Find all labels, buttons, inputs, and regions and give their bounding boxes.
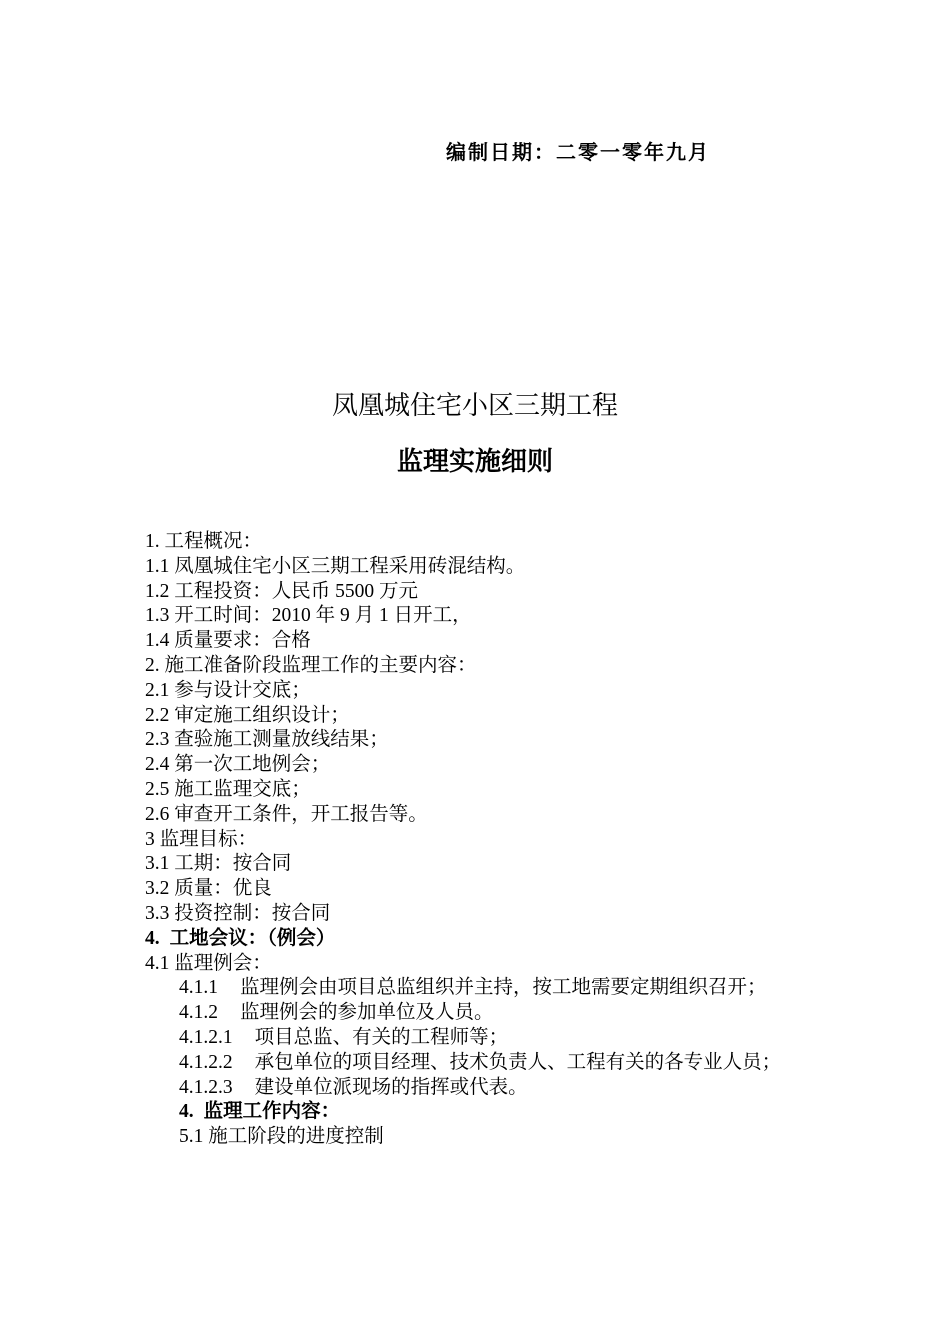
item-number: 4.1.2 — [179, 1002, 218, 1024]
list-item: 2.1 参与设计交底； — [145, 679, 311, 701]
item-number: 4.1.2.1 — [179, 1026, 233, 1048]
list-item — [145, 1076, 810, 1101]
item-number: 4.1.1 — [179, 977, 218, 999]
compile-date: 编制日期：二零一零年九月 — [446, 140, 710, 164]
list-item: 2.2 审定施工组织设计； — [145, 704, 350, 726]
section-heading — [145, 1100, 810, 1125]
list-item — [145, 976, 810, 1001]
list-item: 5.1 施工阶段的进度控制 — [179, 1126, 384, 1148]
section-heading: 2. 施工准备阶段监理工作的主要内容： — [145, 654, 477, 676]
project-title: 凤凰城住宅小区三期工程 — [331, 391, 618, 421]
list-item: 3.1 工期：按合同 — [145, 853, 292, 875]
document-body — [145, 530, 810, 1150]
title-block — [0, 388, 950, 480]
list-item: 2.6 审查开工条件，开工报告等。 — [145, 803, 428, 825]
item-text: 监理例会的参加单位及人员。 — [240, 1002, 494, 1024]
section-number: 4. — [179, 1101, 194, 1123]
list-item: 3.2 质量：优良 — [145, 878, 272, 900]
item-text: 建设单位派现场的指挥或代表。 — [254, 1076, 528, 1098]
item-text: 承包单位的项目经理、技术负责人、工程有关的各专业人员； — [254, 1051, 782, 1073]
section-heading: 3 监理目标： — [145, 828, 258, 850]
list-item: 2.3 查验施工测量放线结果； — [145, 729, 389, 751]
list-item: 2.4 第一次工地例会； — [145, 754, 331, 776]
list-item: 1.4 质量要求：合格 — [145, 630, 311, 652]
list-item — [145, 1001, 810, 1026]
item-text: 监理例会由项目总监组织并主持，按工地需要定期组织召开； — [240, 977, 767, 999]
list-item: 3.3 投资控制：按合同 — [145, 902, 331, 924]
list-item: 2.5 施工监理交底； — [145, 778, 311, 800]
item-number: 4.1.2.2 — [179, 1051, 233, 1073]
list-item: 1.3 开工时间：2010 年 9 月 1 日开工， — [145, 605, 472, 627]
document-title: 监理实施细则 — [396, 447, 553, 477]
section-heading-text: 工地会议：（例会） — [169, 927, 336, 949]
list-item — [145, 1051, 810, 1076]
section-heading — [145, 927, 810, 952]
section-number: 4. — [145, 927, 160, 949]
list-item: 1.2 工程投资：人民币 5500 万元 — [145, 580, 419, 602]
list-item: 4.1 监理例会： — [145, 952, 272, 974]
list-item — [145, 1026, 810, 1051]
item-number: 4.1.2.3 — [179, 1076, 233, 1098]
list-item: 1.1 凤凰城住宅小区三期工程采用砖混结构。 — [145, 555, 526, 577]
section-heading-text: 监理工作内容： — [203, 1101, 341, 1123]
item-text: 项目总监、有关的工程师等； — [254, 1026, 509, 1048]
section-heading: 1. 工程概况： — [145, 531, 263, 552]
